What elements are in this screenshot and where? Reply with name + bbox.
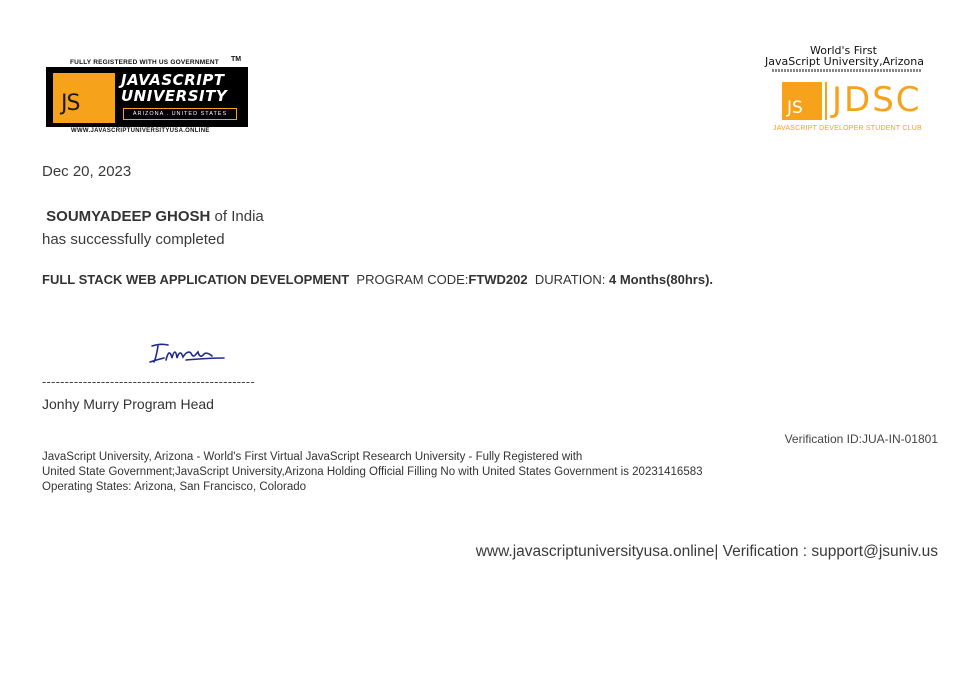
jdsc-wordmark: JDSC (832, 80, 922, 120)
jdsc-logo (760, 44, 930, 136)
handwritten-signature (146, 340, 226, 366)
certificate-date: Dec 20, 2023 (42, 163, 132, 180)
program-code: FTWD202 (468, 272, 528, 287)
logo-url: WWW.JAVASCRIPTUNIVERSITYUSA.ONLINE (71, 128, 210, 134)
jdsc-divider (825, 82, 827, 120)
statement-line-3: Operating States: Arizona, San Francisco, Colorado (42, 481, 307, 493)
logo-registered-text: FULLY REGISTERED WITH US GOVERNMENT (70, 59, 219, 66)
footer-contact (380, 543, 938, 561)
recipient-line (42, 208, 264, 226)
footer-separator: | (714, 543, 723, 560)
recipient-country: of India (210, 208, 264, 225)
statement-line-2: United State Government;JavaScript University,Arizona Holding Official Filling No with United States Government is 20231416583 (42, 466, 703, 478)
jdsc-js-badge-icon: JS (782, 82, 822, 120)
course-title: FULL STACK WEB APPLICATION DEVELOPMENT (42, 272, 350, 287)
completion-text: has successfully completed (42, 231, 225, 248)
logo-black-panel (46, 67, 248, 127)
jdsc-club-name: JAVASCRIPT DEVELOPER STUDENT CLUB (773, 125, 922, 132)
jdsc-tagline-2: JavaScript University,Arizona (765, 55, 924, 68)
verification-id: Verification ID:JUA-IN-01801 (784, 432, 938, 446)
duration-label: DURATION: (534, 272, 610, 287)
logo-name-line2: UNIVERSITY (121, 87, 228, 105)
jdsc-tagline-1: World's First (810, 44, 877, 57)
logo-name-line1: JAVASCRIPT (121, 71, 225, 89)
javascript-university-logo (44, 56, 250, 138)
duration-value: 4 Months(80hrs). (609, 272, 714, 287)
statement-line-1: JavaScript University, Arizona - World's First Virtual JavaScript Research University - Fully Registered with (42, 451, 583, 463)
university-statement (42, 450, 703, 495)
recipient-name: SOUMYADEEP GHOSH (46, 208, 211, 225)
program-details (42, 272, 713, 287)
footer-verification[interactable]: Verification : support@jsuniv.us (722, 543, 938, 560)
footer-website-link[interactable]: www.javascriptuniversityusa.online (475, 543, 715, 560)
program-code-label: PROGRAM CODE: (356, 272, 469, 287)
js-badge-icon: JS (53, 73, 115, 123)
signer-name: Jonhy Murry Program Head (42, 396, 214, 412)
logo-trademark: TM (231, 56, 242, 63)
logo-location: ARIZONA . UNITED STATES (123, 108, 237, 120)
signature-line: ----------------------------------------------- (42, 374, 255, 389)
jdsc-fine-print (772, 69, 922, 72)
